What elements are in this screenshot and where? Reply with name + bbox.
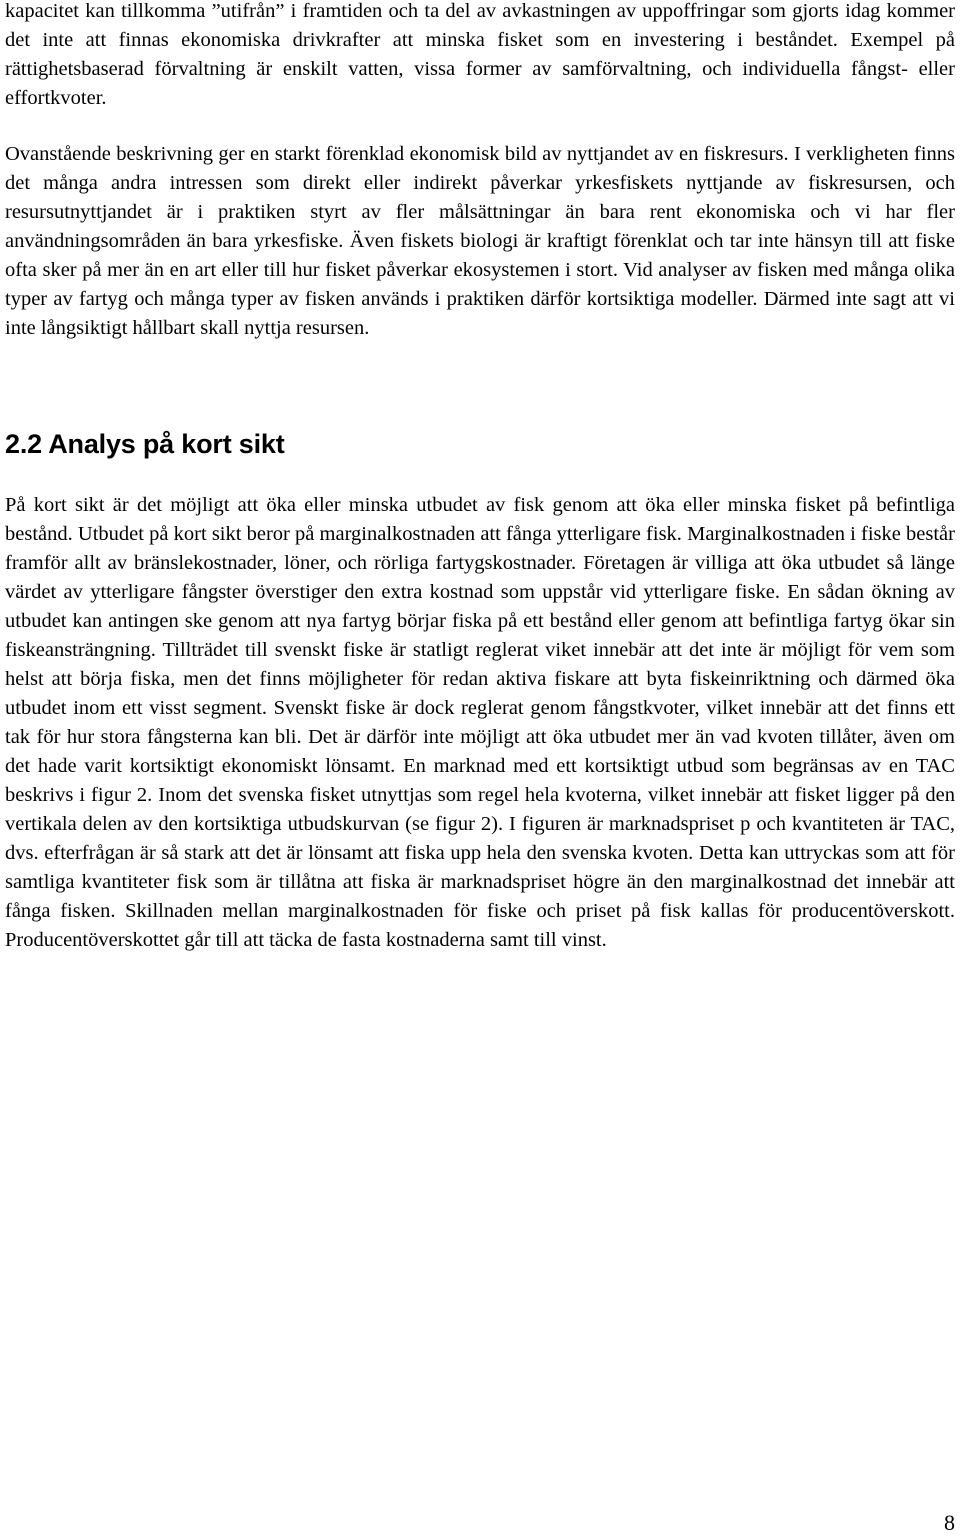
paragraph-rights-based-management: kapacitet kan tillkomma ”utifrån” i framtiden och ta del av avkastningen av uppoffringar som gjorts idag kommer det inte att finnas ekonomiska drivkrafter att minska fisket som en investering i beståndet. Exempel på rättighetsbaserad förvaltning är enskilt vatten, vissa former av samförvaltning, och individuella fångst- eller effortkvoter. <box>5 0 955 109</box>
paragraph-simplified-economic-picture: Ovanstående beskrivning ger en starkt förenklad ekonomisk bild av nyttjandet av en fiskresurs. I verkligheten finns det många andra intressen som direkt eller indirekt påverkar yrkesfiskets nyttjande av fiskresursen, och resursutnyttjandet är i praktiken styrt av fler målsättningar än bara rent ekonomiska och vi har fler användningsområden än bara yrkesfiske. Även fiskets biologi är kraftigt förenklat och tar inte hänsyn till att fiske ofta sker på mer än en art eller till hur fisket påverkar ekosystemen i stort. Vid analyser av fisken med många olika typer av fartyg och många typer av fisken används i praktiken därför kortsiktiga modeller. Därmed inte sagt att vi inte långsiktigt hållbart skall nyttja resursen. <box>5 143 955 339</box>
paragraph-short-term-analysis: På kort sikt är det möjligt att öka eller minska utbudet av fisk genom att öka eller minska fisket på befintliga bestånd. Utbudet på kort sikt beror på marginalkostnaden att fånga ytterligare fisk. Marginalkostnaden i fiske består framför allt av bränslekostnader, löner, och rörliga fartygskostnader. Företagen är villiga att öka utbudet så länge värdet av ytterligare fångster överstiger den extra kostnad som uppstår vid ytterligare fiske. En sådan ökning av utbudet kan antingen ske genom att nya fartyg börjar fiska på ett bestånd eller genom att befintliga fartyg ökar sin fiskeansträngning. Tillträdet till svenskt fiske är statligt reglerat viket innebär att det inte är möjligt för vem som helst att börja fiska, men det finns möjligheter för redan aktiva fiskare att byta fiskeinriktning och därmed öka utbudet inom ett visst segment. Svenskt fiske är dock reglerat genom fångstkvoter, vilket innebär att det finns ett tak för hur stora fångsterna kan bli. Det är därför inte möjligt att öka utbudet mer än vad kvoten tillåter, även om det hade varit kortsiktigt ekonomiskt lönsamt. En marknad med ett kortsiktigt utbud som begränsas av en TAC beskrivs i figur 2. Inom det svenska fisket utnyttjas som regel hela kvoterna, vilket innebär att fisket ligger på den vertikala delen av den kortsiktiga utbudskurvan (se figur 2). I figuren är marknadspriset p och kvantiteten är TAC, dvs. efterfrågan är så stark att det är lönsamt att fiska upp hela den svenska kvoten. Detta kan uttryckas som att för samtliga kvantiteter fisk som är tillåtna att fiska är marknadspriset högre än den marginalkostnad det innebär att fånga fisken. Skillnaden mellan marginalkostnaden för fiske och priset på fisk kallas för producentöverskott. Producentöverskottet går till att täcka de fasta kostnaderna samt till vinst. <box>5 494 955 951</box>
page-number: 8 <box>944 1510 955 1535</box>
section-heading: 2.2 Analys på kort sikt <box>5 429 285 459</box>
